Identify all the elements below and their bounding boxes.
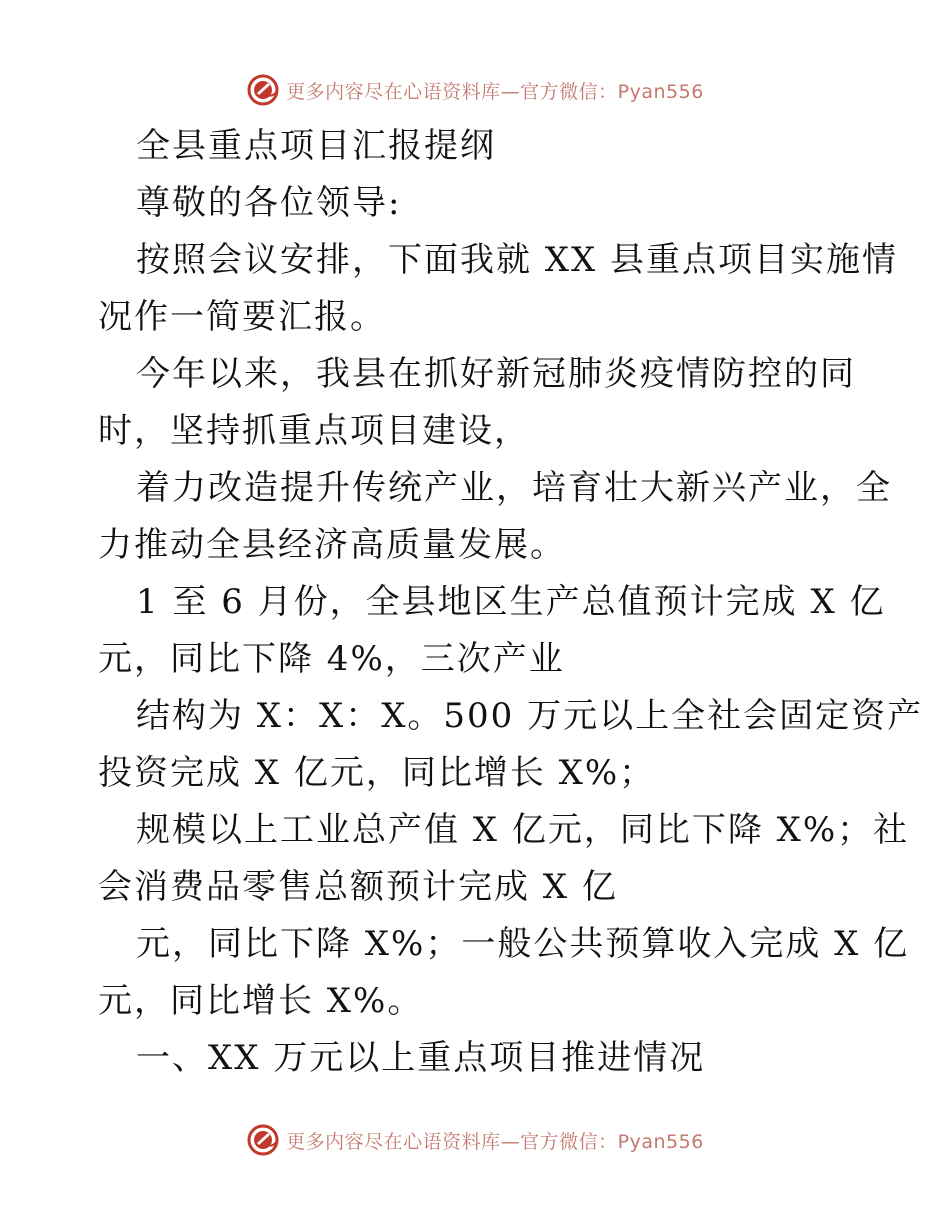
header-banner bbox=[0, 70, 950, 110]
paragraph-line: 结构为 X：X：X。500 万元以上全社会固定资产 bbox=[136, 696, 924, 736]
paragraph-line: 元，同比增长 X%。 bbox=[98, 981, 424, 1021]
footer-banner-text: 更多内容尽在心语资料库—官方微信：Pyan556 bbox=[286, 1130, 704, 1153]
red-seal-logo-icon bbox=[246, 1123, 280, 1157]
paragraph-line: 元，同比下降 4%，三次产业 bbox=[98, 639, 565, 679]
salutation: 尊敬的各位领导: bbox=[136, 183, 402, 223]
paragraph-line: 力推动全县经济高质量发展。 bbox=[98, 525, 566, 565]
paragraph-line: 况作一简要汇报。 bbox=[98, 297, 386, 337]
document-body bbox=[98, 124, 924, 1081]
document-title: 全县重点项目汇报提纲 bbox=[136, 126, 496, 166]
paragraph-line: 时，坚持抓重点项目建设， bbox=[98, 411, 530, 451]
section-heading: 一、XX 万元以上重点项目推进情况 bbox=[136, 1038, 706, 1078]
paragraph-line: 投资完成 X 亿元，同比增长 X%； bbox=[98, 753, 656, 793]
paragraph-line: 会消费品零售总额预计完成 X 亿 bbox=[98, 867, 618, 907]
footer-banner bbox=[0, 1120, 950, 1160]
header-banner-text: 更多内容尽在心语资料库—官方微信：Pyan556 bbox=[286, 80, 704, 103]
red-seal-logo-icon bbox=[246, 73, 280, 107]
paragraph-line: 按照会议安排，下面我就 XX 县重点项目实施情 bbox=[136, 240, 899, 280]
paragraph-line: 1 至 6 月份，全县地区生产总值预计完成 X 亿 bbox=[136, 582, 886, 622]
paragraph-line: 着力改造提升传统产业，培育壮大新兴产业，全 bbox=[136, 468, 892, 508]
paragraph-line: 今年以来，我县在抓好新冠肺炎疫情防控的同 bbox=[136, 354, 856, 394]
paragraph-line: 元，同比下降 X%；一般公共预算收入完成 X 亿 bbox=[136, 924, 910, 964]
paragraph-line: 规模以上工业总产值 X 亿元，同比下降 X%；社 bbox=[136, 810, 910, 850]
